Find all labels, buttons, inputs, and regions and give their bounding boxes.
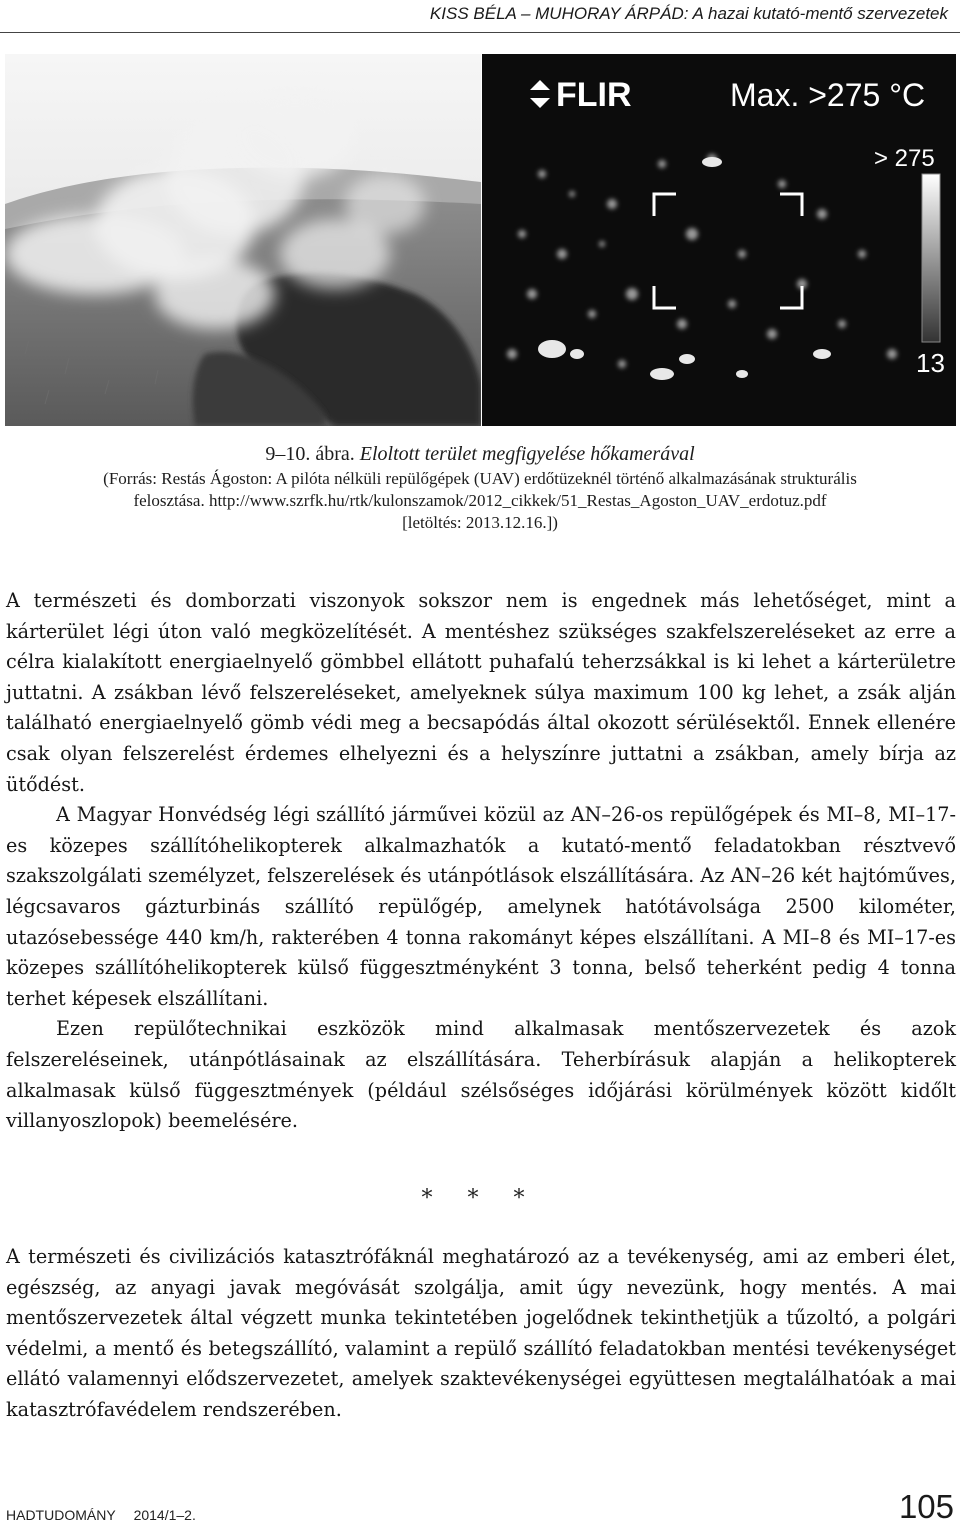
footer	[6, 1507, 210, 1523]
max-temperature-label: Max. >275 °C	[730, 77, 926, 113]
body-text-block	[6, 1242, 956, 1426]
running-head: KISS BÉLA – MUHORAY ÁRPÁD: A hazai kutató-mentő szervezetek	[429, 4, 948, 23]
scale-bottom-label: 13	[916, 348, 945, 378]
body-paragraph: A Magyar Honvédség légi szállító járművei közül az AN–26-os repülőgépek és MI–8, MI–17-es közepes szállítóhelikopterek alkalmazhatók a kutató-mentő feladatokban résztvevő szakszolgálati személyzet, felszerelések és utánpótlások elszállítására. Az AN–26 két hajtóműves, légcsavaros gázturbinás szállító repülőgép, amelynek hatótávolsága 2500 kilométer, utazósebessége 440 km/h, rakterében 4 tonna rakományt képes elszállítani. A MI–8 és MI–17-es közepes szállítóhelikopterek külső függesztményként 3 tonna, belső teherként pedig 4 tonna terhet képesek elszállítani.	[6, 803, 956, 1010]
temperature-scale-bar	[922, 174, 940, 342]
caption-source-line: (Forrás: Restás Ágoston: A pilóta nélküli repülőgépek (UAV) erdőtüzeknél történő alkalmazásának strukturális	[103, 469, 857, 488]
thermal-camera-image	[482, 54, 956, 426]
caption-source-date: [letöltés: 2013.12.16.])	[402, 513, 558, 532]
body-paragraph: A természeti és civilizációs katasztrófáknál meghatározó az a tevékenység, ami az emberi élet, egészség, az anyagi javak megóvását szolgálja, amit úgy nevezünk, hogy mentés. A mai mentőszervezetek által végzett munka tekintetében jogelődnek tekinthetjük a tűzoltó, a polgári védelmi, a mentő és betegszállító, valamint a repülő szállító feladatokban mentési tevékenységet ellátó valamennyi elődszervezetet, amelyek szaktevékenységei együttesen megtalálhatóak a mai katasztrófavédelem rendszerében.	[6, 1245, 956, 1421]
body-paragraph: Ezen repülőtechnikai eszközök mind alkalmasak mentőszervezetek és azok felszereléseinek, utánpótlásainak az elszállítására. Teherbírásuk alapján a helikopterek alkalmasak külső függesztmények (például szélsőséges időjárási körülmények között kidőlt villanyoszlopok) beemelésére.	[6, 1017, 956, 1133]
body-paragraph: A természeti és domborzati viszonyok sokszor nem is engednek más lehetőséget, mint a kárterület légi úton való megközelítését. A mentéshez szükséges szakfelszereléseket az erre a célra kialakított energiaelnyelő gömbbel ellátott puhafalú teherzsákkal is ki lehet a kárterületre juttatni. A zsákban lévő felszereléseket, amelyeknek súlya maximum 100 kg lehet, a zsák alján található energiaelnyelő gömb védi meg a becsapódás által okozott sérülésektől. Ennek ellenére csak olyan felszerelést érdemes elhelyezni és a helyszínre juttatni a zsákban, amely bírja az ütődést.	[6, 589, 956, 796]
journal-name: HADTUDOMÁNY	[6, 1507, 116, 1523]
wildfire-photo	[5, 54, 481, 426]
caption-number: 9–10. ábra.	[265, 443, 355, 465]
flir-brand: FLIR	[556, 76, 632, 114]
scale-top-label: > 275	[874, 145, 935, 172]
page-number: 105	[898, 1488, 954, 1525]
body-text-block	[6, 586, 956, 1137]
caption-title: Eloltott terület megfigyelése hőkamerával	[359, 443, 695, 465]
section-separator: * * *	[421, 1186, 539, 1211]
header-rule	[0, 32, 960, 33]
caption-source-url: felosztása. http://www.szrfk.hu/rtk/kulonszamok/2012_cikkek/51_Restas_Agoston_UAV_erdotuz.pdf	[133, 491, 827, 510]
journal-issue: 2014/1–2.	[133, 1507, 196, 1523]
figure-caption	[10, 440, 950, 534]
